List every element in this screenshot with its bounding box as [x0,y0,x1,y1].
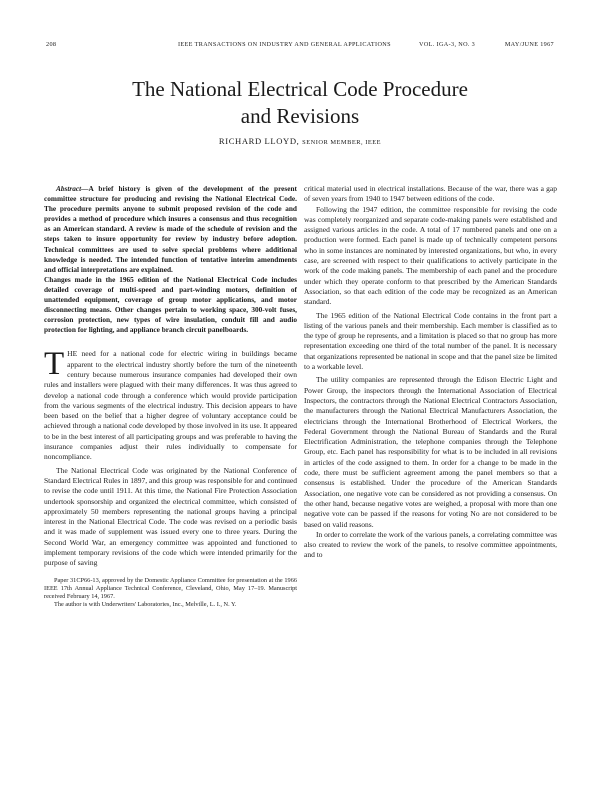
abstract-label: Abstract [56,184,82,193]
body-paragraph-6: The utility companies are represented through the Edison Electric Light and Power Group, the inspectors through the International Association of Electrical Inspectors, the contractors through the National Electrical Contractors Association, the manufacturers through the National Electrical Manufacturers Association, the electricians through the International Brotherhood of Electrical Workers, the Federal Government through the National Bureau of Standards and the Rural Electrification Administration, the telephone companies through the Telephone Group, etc. Each panel has responsibility for what is to be included in all revisions in articles of the code assigned to them. In order for a change to be made in the code, there must be sufficient agreement among the panel members so that a consensus is established. Under the procedure of the American Standards Association, one negative vote can be considered as not providing a consensus. On the other hand, because negative votes are weighed, a proposal with more than one negative vote can be passed if the reasons for voting No are not considered to be based on valid reasons. [304,375,557,529]
author-membership: SENIOR MEMBER, IEEE [302,139,382,146]
abstract-paragraph-2: Changes made in the 1965 edition of the National Electrical Code includes detailed coverage of multi-speed and part-winding motors, definition of unattended equipment, coverage of group motor applications, and motor disconnecting means. Other changes pertain to working space, 300-volt fuses, corrosion protection, new types of wire insulation, conduit fill and audio protection for lighting, and appliance branch circuit panelboards. [44,274,297,335]
body-paragraph-5: The 1965 edition of the National Electrical Code contains in the front part a listing of the various panels and their membership. Each member is classified as to the type of group he represents, and a limitation is placed so that no group has more representation exceeding one third of the total number of the panel. It is necessary that organizations represented be national in scope and that the panel size be limited to a workable level. [304,310,557,372]
issue-date: MAY/JUNE 1967 [504,41,554,48]
body-paragraph-1 [44,346,297,462]
body-paragraph-2: The National Electrical Code was originated by the National Conference of Standard Electrical Rules in 1897, and this group was responsible for and continued to revise the code until 1911. At this time, the National Fire Protection Association undertook sponsorship and organized the electrical committee, which consisted of approximately 50 members representing the national groups having a principal interest in the National Electrical Code. The code was revised on a periodic basis and it was made of supplement was issued every one to three years. During the Second World War, an emergency committee was appointed and functioned to implement temporary revisions of the code which were intended primarily for the purpose of saving [44,465,297,568]
drop-cap: T [44,346,65,383]
right-column [304,184,557,561]
title-line-1: The National Electrical Code Procedure [132,77,468,101]
body-paragraph-3: critical material used in electrical installations. Because of the war, there was a gap of seven years from 1940 to 1947 between editions of the code. [304,184,557,204]
author-name: RICHARD LLOYD, [218,136,300,146]
author-byline [50,136,550,146]
footnote-2: The author is with Underwriters' Laboratories, Inc., Melville, L. I., N. Y. [54,601,237,609]
running-header [46,41,554,51]
title-line-2: and Revisions [240,104,360,128]
abstract-paragraph-1 [44,184,297,275]
abstract [44,184,297,335]
footnote-1: Paper 31CP66-13, approved by the Domestic Appliance Committee for presentation at the 1966 IEEE 17th Annual Appliance Technical Conference, Cleveland, Ohio, May 17–19. Manuscript received February 14, 1967. [44,576,297,601]
volume-info: VOL. IGA-3, NO. 3 [419,41,476,48]
body-paragraph-1-text: HE need for a national code for electric wiring in buildings became apparent to the electrical industry shortly before the turn of the nineteenth century because numerous insurance companies had developed their own rules and installers were plagued with their many differences. It was thus agreed to develop a national code through a conference which would provide participation from the various segments of the electrical industry. This decision appears to have been based on the belief that a higher degree of voluntary acceptance could be achieved through a national code developed by those involved in its use. It appeared to be in the best interest of all participating groups and was preferable to having the insurance companies adjust their rules individually to compensate for noncompliance. [44,349,297,462]
paper-title [50,76,550,130]
left-column [44,184,297,609]
journal-name: IEEE TRANSACTIONS ON INDUSTRY AND GENERAL APPLICATIONS [178,41,391,48]
page-number: 208 [46,41,57,48]
abstract-text-1: —A brief history is given of the development of the present committee structure for producing and revising the National Electrical Code. The procedure permits anyone to submit proposed revision of the code and provides a method of procedure which insures a consensus and thus recognition as an American standard. A review is made of the schedule of revision and the steps taken to insure opportunity for review by industry before adoption. Technical committees are used to solve special problems where additional knowledge is needed. The intended function of tentative interim amendments and official interpretations are explained. [44,184,297,274]
body-paragraph-7: In order to correlate the work of the various panels, a correlating committee was also created to review the work of the panels, to resolve committee appointments, and to [304,529,557,560]
body-paragraph-4: Following the 1947 edition, the committee responsible for revising the code was completely reorganized and separate code-making panels were established and assigned various articles in the code. A total of 17 numbered panels and one on a production were formed. Each panel is made up of technically competent persons who in some instances are nominated by interested organizations, but who, in every case, are screened with respect to their qualifications to actively participate in the work of the code making panels. The membership of each panel and the procedure under which they operate conform to that prescribed by the American Standards Association, so that each edition of the code may be recognized as an American standard. [304,204,557,307]
footnotes [44,577,297,610]
